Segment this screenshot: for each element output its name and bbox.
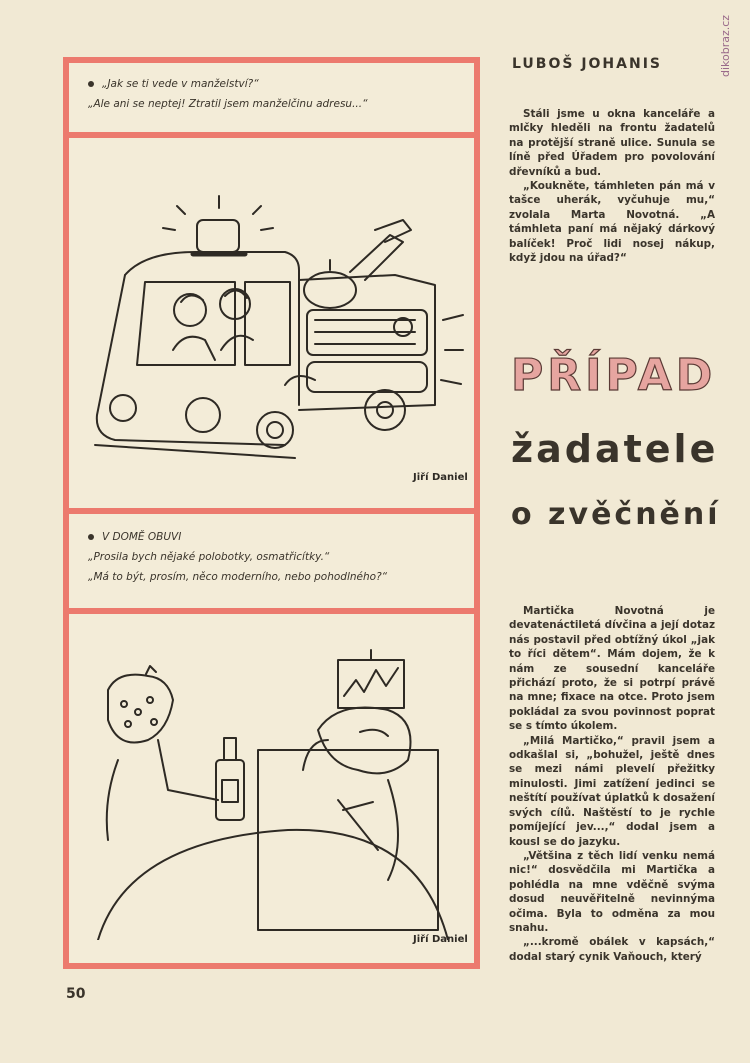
article-title-line2: žadatele [511,427,719,471]
article-intro [509,107,715,265]
body-paragraph: Martička Novotná je devatenáctiletá dívčina a její dotaz nás postavil před obtížný úkol „jak to říci dětem“. Mám dojem, že k nám ze sousední kanceláře přichází proto, že si potrpí právě na mne; fixace na otce. Proto jsem pokládal za svou povinnost poprat se s tímto úkolem. [509,605,715,733]
cartoon2-caption [88,527,387,587]
cartoon1-caption [88,74,368,114]
article-author: LUBOŠ JOHANIS [512,56,662,72]
article-title-line3: o zvěčnění [511,497,721,532]
article-body [509,604,715,964]
bullet-icon [88,534,94,540]
divider [63,608,480,614]
cartoon1-line2: „Ale ani se neptej! Ztratil jsem manželčinu adresu...“ [88,98,368,110]
cartoon2-line2: „Má to být, prosím, něco moderního, nebo pohodlného?“ [88,571,388,583]
cartoon2-line1: „Prosila bych nějaké polobotky, osmatřicítky.“ [88,551,330,563]
body-paragraph: „Většina z těch lidí venku nemá nic!“ dosvědčila mi Martička a pohlédla na mne vděčně svýma dosud neuvěřitelně nevinnýma očima. Byla to odměna za mou snahu. [509,849,715,934]
fire-truck-illustration [85,190,465,480]
cartoon1-line1: „Jak se ti vede v manželství?“ [102,78,259,90]
body-paragraph: „Milá Martičko,“ pravil jsem a odkašlal si, „bohužel, ještě dnes se mezi námi plevelí přežitky minulosti. Jimi zatížení jedinci se neštítí používat úplatků k dosažení svých cílů. Naštěstí to je rychle pomíjející jev...,“ dodal jsem a kousl se do jazyku. [509,734,715,848]
hospital-illustration [88,640,468,940]
watermark: dikobraz.cz [719,14,732,78]
divider [63,508,480,514]
cartoon2-signature: Jiří Daniel [413,934,468,945]
intro-paragraph: „Koukněte, támhleten pán má v tašce uherák, vyčuhuje mu,“ zvolala Marta Novotná. „A támhleta paní má nějaký dárkový balíček! Proč lidi nosej nákup, když jdou na úřad?“ [509,180,715,265]
article-title-line1: PŘÍPAD [511,350,717,401]
divider [63,132,480,138]
bullet-icon [88,81,94,87]
cartoon2-heading: V DOMĚ OBUVI [102,531,182,543]
body-paragraph: „...kromě obálek v kapsách,“ dodal starý cynik Vaňouch, který [509,936,715,963]
cartoon1-signature: Jiří Daniel [413,472,468,483]
page-number: 50 [66,986,86,1002]
intro-paragraph: Stáli jsme u okna kanceláře a mlčky hleděli na frontu žadatelů na protější straně ulice. Sunula se líně před Úřadem pro povolování dřevníků a bud. [509,108,715,178]
